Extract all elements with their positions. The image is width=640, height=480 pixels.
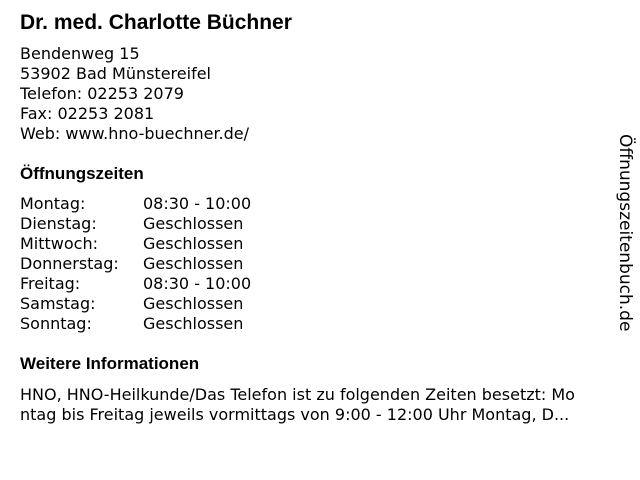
opening-hours-heading: Öffnungszeiten: [20, 164, 144, 183]
hours-value: Geschlossen: [143, 294, 244, 313]
fax-number: Fax: 02253 2081: [20, 104, 155, 123]
hours-row-wednesday: [20, 234, 340, 254]
day-label: Samstag:: [20, 294, 96, 313]
hours-value: Geschlossen: [143, 234, 244, 253]
hours-row-thursday: [20, 254, 340, 274]
street-address: Bendenweg 15: [20, 44, 140, 63]
hours-value: Geschlossen: [143, 214, 244, 233]
day-label: Mittwoch:: [20, 234, 98, 253]
day-label: Sonntag:: [20, 314, 92, 333]
site-watermark-label: Öffnungszeitenbuch.de: [615, 134, 635, 332]
hours-value: 08:30 - 10:00: [143, 194, 252, 213]
day-label: Donnerstag:: [20, 254, 119, 273]
hours-value: 08:30 - 10:00: [143, 274, 252, 293]
hours-row-saturday: [20, 294, 340, 314]
city: 53902 Bad Münstereifel: [20, 64, 211, 83]
day-label: Montag:: [20, 194, 86, 213]
address-block: [20, 44, 249, 144]
hours-row-sunday: [20, 314, 340, 334]
doctor-name: Dr. med. Charlotte Büchner: [20, 11, 292, 34]
more-info-line: HNO, HNO-Heilkunde/Das Telefon ist zu folgenden Zeiten besetzt: Mo: [20, 385, 575, 404]
more-info-heading: Weitere Informationen: [20, 354, 200, 373]
website: Web: www.hno-buechner.de/: [20, 124, 250, 143]
opening-hours-table: [20, 194, 340, 334]
hours-row-monday: [20, 194, 340, 214]
more-info-line: ntag bis Freitag jeweils vormittags von 9:00 - 12:00 Uhr Montag, D...: [20, 405, 570, 424]
day-label: Dienstag:: [20, 214, 97, 233]
phone-number: Telefon: 02253 2079: [20, 84, 184, 103]
more-info-text: [20, 385, 632, 425]
hours-row-tuesday: [20, 214, 340, 234]
hours-value: Geschlossen: [143, 314, 244, 333]
hours-value: Geschlossen: [143, 254, 244, 273]
day-label: Freitag:: [20, 274, 81, 293]
hours-row-friday: [20, 274, 340, 294]
